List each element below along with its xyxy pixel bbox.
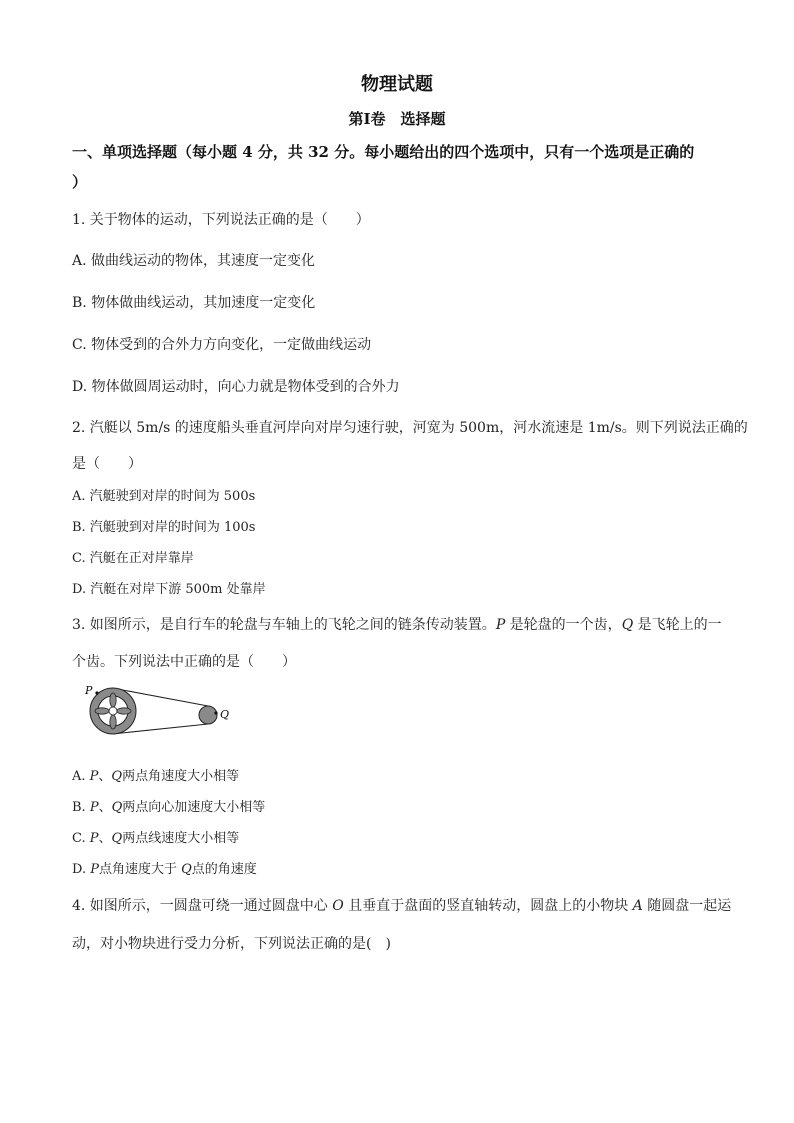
sprocket-hub [109,707,117,715]
small-sprocket [199,706,217,724]
point-p-label: P [495,617,506,633]
question-2-option-b: B. 汽艇驶到对岸的时间为 100s [72,520,256,535]
question-1-option-d: D. 物体做圆周运动时，向心力就是物体受到的合外力 [72,379,400,395]
block-a-label: A [632,898,643,914]
question-3-option-a: A. P、Q两点角速度大小相等 [72,769,240,784]
question-4-stem-cont: 动，对小物块进行受力分析，下列说法正确的是( ) [72,936,391,952]
question-1-option-a: A. 做曲线运动的物体，其速度一定变化 [72,253,316,269]
point-o-label: O [332,898,344,914]
question-2-option-d: D. 汽艇在对岸下游 500m 处靠岸 [72,582,266,597]
question-4-stem: 4. 如图所示，一圆盘可绕一通过圆盘中心 O 且垂直于盘面的竖直轴转动，圆盘上的小物块 A 随圆盘一起运 [72,898,732,914]
question-3-option-d: D. P点角速度大于 Q点的角速度 [72,862,257,877]
point-q-dot [214,711,217,714]
question-2-stem-cont: 是（ ） [72,456,142,472]
question-2-option-c: C. 汽艇在正对岸靠岸 [72,551,194,566]
question-3-stem-part-b: 是轮盘的一个齿， [505,617,622,633]
point-q-label: Q [621,617,634,633]
page-title: 物理试题 [361,74,433,95]
point-p-dot [95,691,98,694]
question-1-stem: 1. 关于物体的运动，下列说法正确的是（ ） [72,212,370,228]
section-heading: 一、单项选择题（每小题 4 分，共 32 分。每小题给出的四个选项中，只有一个选项是正确的 [72,143,695,161]
part-title: 第Ⅰ卷 选择题 [348,110,446,128]
question-3-stem-part-c: 是飞轮上的一 [633,617,722,633]
question-3-stem [72,614,722,634]
question-2-stem: 2. 汽艇以 5m/s 的速度船头垂直河岸向对岸匀速行驶，河宽为 500m，河水流速是 1m/s。则下列说法正确的 [72,420,748,436]
question-3-option-b: B. P、Q两点向心加速度大小相等 [72,800,266,815]
question-3-stem-cont: 个齿。下列说法中正确的是（ ） [72,654,296,670]
question-3-option-c: C. P、Q两点线速度大小相等 [72,831,240,846]
figure-label-q: Q [220,708,230,721]
chain-drive-figure [80,680,240,750]
section-heading-cont: ） [72,173,88,191]
question-3-stem-part-a: 3. 如图所示，是自行车的轮盘与车轴上的飞轮之间的链条传动装置。 [72,617,496,633]
question-1-option-c: C. 物体受到的合外力方向变化，一定做曲线运动 [72,337,372,353]
question-1-option-b: B. 物体做曲线运动，其加速度一定变化 [72,295,316,311]
figure-label-p: P [85,684,93,697]
question-2-option-a: A. 汽艇驶到对岸的时间为 500s [72,489,256,504]
